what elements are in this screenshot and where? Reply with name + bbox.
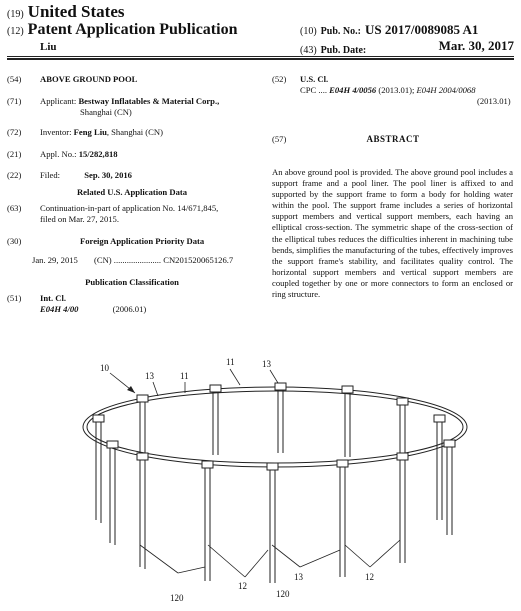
cpc-main-year: (2013.01); <box>378 85 415 95</box>
appl-no <box>40 149 118 160</box>
ref-120-b: 120 <box>276 589 290 599</box>
ref-11-a: 11 <box>180 371 189 381</box>
cpc-additional-year: (2013.01) <box>477 96 511 106</box>
cpc-label: CPC .... <box>300 85 327 95</box>
cpc-line <box>300 85 476 96</box>
related-heading: Related U.S. Application Data <box>76 187 188 197</box>
cpc-additional: E04H 2004/0068 <box>416 85 476 95</box>
header-rule <box>7 56 514 57</box>
pub-date-label: Pub. Date: <box>320 45 367 56</box>
filed-date: Sep. 30, 2016 <box>84 170 132 180</box>
side-legs <box>96 420 452 545</box>
code-30: (30) <box>7 236 22 246</box>
header-inventor: Liu <box>40 41 57 53</box>
us-cl-label: U.S. Cl. <box>300 74 329 84</box>
foreign-priority <box>32 255 233 266</box>
foreign-heading: Foreign Application Priority Data <box>80 236 205 246</box>
foreign-date: Jan. 29, 2015 <box>32 255 78 265</box>
inventor-name: Feng Liu <box>73 127 107 137</box>
code-21: (21) <box>7 149 22 159</box>
pub-no: US 2017/0089085 A1 <box>364 22 479 37</box>
inventor <box>40 127 163 138</box>
int-cl <box>40 293 146 315</box>
foreign-number: CN201520065126.7 <box>163 255 234 265</box>
appl-label: Appl. No.: <box>40 149 77 159</box>
inventor-city: , Shanghai (CN) <box>106 127 163 137</box>
ref-13-c: 13 <box>294 572 303 582</box>
header-rule-thick <box>7 58 514 60</box>
filed-label: Filed: <box>40 170 61 180</box>
back-legs <box>140 387 405 465</box>
code-43: (43) <box>300 45 317 56</box>
code-10: (10) <box>300 26 317 37</box>
int-cl-label: Int. Cl. <box>40 293 67 303</box>
filed <box>40 170 132 181</box>
code-57: (57) <box>272 134 287 144</box>
continuation <box>40 203 218 225</box>
foreign-country: (CN) ...................... <box>94 255 162 265</box>
inventor-label: Inventor: <box>40 127 72 137</box>
code-52: (52) <box>272 74 287 84</box>
header-country-line <box>7 2 124 22</box>
title: ABOVE GROUND POOL <box>40 74 138 84</box>
code-12: (12) <box>7 26 24 37</box>
ref-13-b: 13 <box>262 359 271 369</box>
int-cl-year: (2006.01) <box>112 304 147 314</box>
ref-13-a: 13 <box>145 371 154 381</box>
code-19: (19) <box>7 9 24 20</box>
applicant-name: Bestway Inflatables & Material Corp., <box>78 96 220 106</box>
rail-connectors <box>93 383 455 470</box>
applicant-city: Shanghai (CN) <box>80 107 132 117</box>
pool-frame-figure <box>0 345 521 607</box>
country: United States <box>27 2 125 21</box>
code-51: (51) <box>7 293 22 303</box>
front-legs <box>140 457 405 583</box>
code-72: (72) <box>7 127 22 137</box>
cont-line2: filed on Mar. 27, 2015. <box>40 214 120 224</box>
leader-lines <box>110 369 400 577</box>
cpc-main: E04H 4/0056 <box>329 85 377 95</box>
ref-120-a: 120 <box>170 593 184 603</box>
abstract-text: An above ground pool is provided. The above ground pool includes a support frame and a pool liner. The pool liner is affixed to and supported by the support frame to form a body for holding water within the pool. The support frame includes a series of horizontal support members and vertical support members, each having an elliptical cross-section. The symmetric shape of the cross-section of the elliptical tubes reduces the difficulties inherent in machining tube bends, simplifies the manufacturing of the tubes, effectively improves the support frame's stability, and facilitates quality control. The horizontal support members and vertical support members are coupled together by one or more connectors to form an enclosed or ring structure. <box>272 167 513 300</box>
ref-12-a: 12 <box>365 572 374 582</box>
classification-heading: Publication Classification <box>85 277 179 287</box>
ref-12-b: 12 <box>238 581 247 591</box>
pub-number-line <box>300 21 478 39</box>
code-71: (71) <box>7 96 22 106</box>
applicant <box>40 96 219 118</box>
doc-type: Patent Application Publication <box>27 21 238 38</box>
int-cl-class: E04H 4/00 <box>40 304 79 314</box>
ref-11-b: 11 <box>226 357 235 367</box>
code-54: (54) <box>7 74 22 84</box>
pub-date: Mar. 30, 2017 <box>438 38 514 53</box>
pub-no-label: Pub. No.: <box>320 26 361 37</box>
code-63: (63) <box>7 203 22 213</box>
appl-number: 15/282,818 <box>78 149 118 159</box>
abstract-heading: ABSTRACT <box>366 134 420 144</box>
cont-line1: Continuation-in-part of application No. 14/671,845, <box>40 203 219 213</box>
code-22: (22) <box>7 170 22 180</box>
header-doctype-line <box>7 21 237 39</box>
applicant-label: Applicant: <box>40 96 77 106</box>
ref-10: 10 <box>100 363 109 373</box>
